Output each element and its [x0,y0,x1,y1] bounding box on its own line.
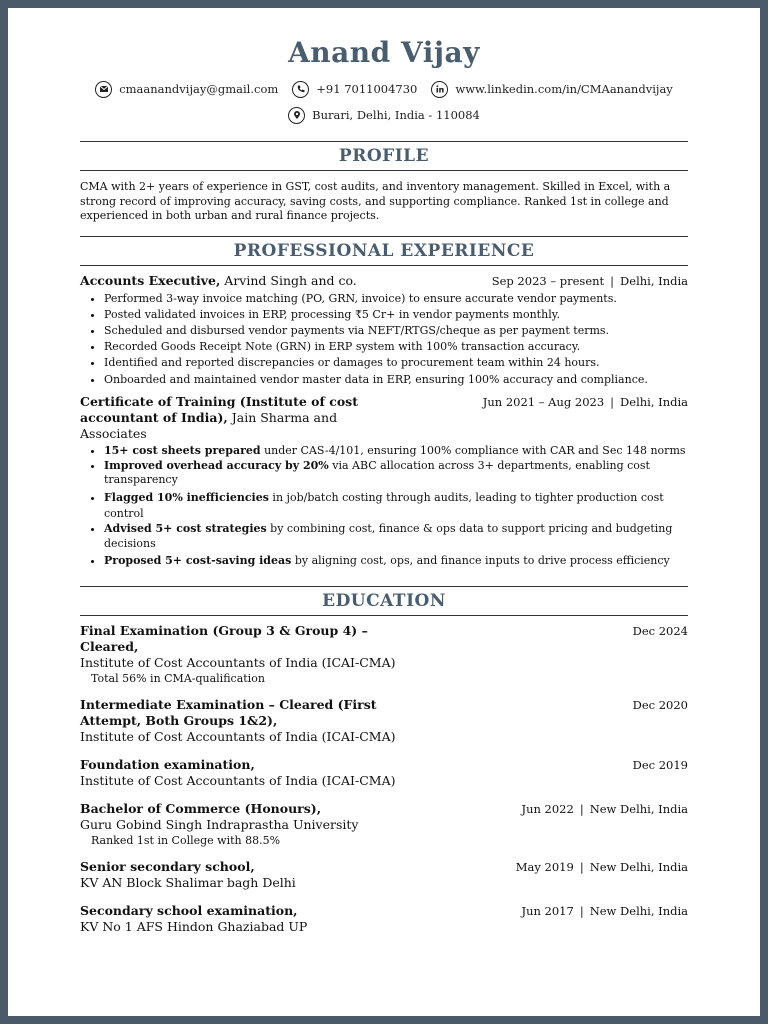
education-note: Total 56% in CMA-qualification [91,671,265,685]
education-institution: KV No 1 AFS Hindon Ghaziabad UP [80,918,308,934]
list-item: • Identified and reported discrepancies or damages to procurement team within 24 hours. [104,355,688,371]
email-contact[interactable] [95,81,278,98]
envelope-icon [95,81,112,98]
education-title: Bachelor of Commerce (Honours), [80,800,322,816]
linkedin-icon [431,81,448,98]
list-item: • Performed 3-way invoice matching (PO, GRN, invoice) to ensure accurate vendor payments. [104,291,688,307]
education-title: Final Examination (Group 3 & Group 4) – Cleared, [80,622,368,654]
education-entry [80,757,688,789]
experience-heading: PROFESSIONAL EXPERIENCE [233,240,535,261]
job-dates: Jun 2021 – Aug 2023 [482,394,605,409]
candidate-name: Anand Vijay [288,36,480,69]
list-item: • Advised 5+ cost strategies by combining cost, finance & ops data to support pricing and budgeting decisions [104,522,688,551]
education-institution: Institute of Cost Accountants of India (ICAI-CMA) [80,728,396,744]
education-heading: EDUCATION [322,590,446,611]
list-item: • Posted validated invoices in ERP, processing ₹5 Cr+ in vendor payments monthly. [104,307,688,323]
phone-contact[interactable] [292,81,417,98]
job-bullets [80,443,688,570]
education-entry [80,623,688,687]
education-entry: Bachelor of Commerce (Honours), Jun 2022 | New Delhi, India Guru Gobind Singh Indraprastha University Ranked 1st in College with 88.5% [80,800,688,847]
phone-icon [292,81,309,98]
list-item: • 15+ cost sheets prepared under CAS-4/101, ensuring 100% compliance with CAR and Sec 148 norms [104,443,688,459]
address-row [80,104,688,126]
list-item: • Recorded Goods Receipt Note (GRN) in ERP system with 100% transaction accuracy. [104,339,688,355]
job-location: Delhi, India [620,394,688,409]
list-item: • Onboarded and maintained vendor master data in ERP, ensuring 100% accuracy and compliance. [104,372,688,388]
education-title: Senior secondary school, [80,858,255,874]
education-location: New Delhi, India [589,801,688,816]
address-contact [288,107,480,124]
job-dates: Sep 2023 – present [491,273,605,288]
education-date: Jun 2022 [521,801,574,816]
education-entry: Secondary school examination, Jun 2017 | New Delhi, India KV No 1 AFS Hindon Ghaziabad UP [80,902,688,934]
linkedin-contact[interactable] [431,81,672,98]
address-text: Burari, Delhi, India - 110084 [312,108,480,122]
contact-row [80,78,688,100]
education-date: Dec 2019 [632,757,688,772]
section-divider [80,170,688,171]
profile-text: CMA with 2+ years of experience in GST, cost audits, and inventory management. Skilled in Excel, with a strong record of improving accuracy, saving costs, and supporting compliance. Ranked 1st in college and experienced in both urban and rural finance projects. [80,180,671,222]
education-title: Foundation examination, [80,756,255,772]
resume-page [8,8,760,1016]
education-location: New Delhi, India [589,859,688,874]
profile-heading: PROFILE [338,146,430,166]
education-institution: Institute of Cost Accountants of India (ICAI-CMA) [80,654,396,670]
phone-text: +91 7011004730 [316,82,418,96]
education-entry: Senior secondary school, May 2019 | New Delhi, India KV AN Block Shalimar bagh Delhi [80,858,688,890]
job-title: Accounts Executive, [80,272,221,288]
list-item: • Scheduled and disbursed vendor payments via NEFT/RTGS/cheque as per payment terms. [104,323,688,339]
job-bullets [80,291,688,388]
section-divider [80,265,688,266]
email-text: cmaanandvijay@gmail.com [119,82,279,96]
education-date: Jun 2017 [521,903,574,918]
resume-content [80,8,688,935]
job-org: Jain Sharma and Associates [80,409,338,441]
job-entry: Accounts Executive, Arvind Singh and co. Sep 2023 – present | Delhi, India • Performed 3-way invoice matching (PO, GRN, invoice) to ensure accurate vendor payments. • Posted validated invoices in ERP, processing ₹5 Cr+ in vendor payments monthly. • Scheduled and disbursed vendor payments via NEFT/RTGS/cheque as per payment terms. • Recorded Goods Receipt Note (GRN) in ERP system with 100% transaction accuracy. • Identified and reported discrepancies or damages to procurement team within 24 hours. • Onboarded and maintained vendor master data in ERP, ensuring 100% accuracy and compliance. [80,273,688,388]
location-pin-icon [288,107,305,124]
job-org: Arvind Singh and co. [220,272,357,288]
job-entry: Certificate of Training (Institute of cost accountant of India), Jain Sharma and Associates Jun 2021 – Aug 2023 | Delhi, India • 15+ cost sheets prepared under CAS-4/101, ensuring 100% compliance with CAR and Sec 148 norms • Improved overhead accuracy by 20% via ABC allocation across 3+ departments, enabling cost transparency • Flagged 10% inefficiencies in job/batch costing through audits, leading to tighter production cost control • Advised 5+ cost strategies by combining cost, finance & ops data to support pricing and budgeting decisions • Proposed 5+ cost-saving ideas by aligning cost, ops, and finance inputs to drive process efficiency [80,394,688,570]
education-note: Ranked 1st in College with 88.5% [91,833,281,847]
linkedin-text: www.linkedin.com/in/CMAanandvijay [455,82,673,96]
list-item: • Proposed 5+ cost-saving ideas by aligning cost, ops, and finance inputs to drive process efficiency [104,553,688,569]
job-title: Certificate of Training (Institute of cost accountant of India), [80,393,358,425]
education-title: Secondary school examination, [80,902,298,918]
education-title: Intermediate Examination – Cleared (First Attempt, Both Groups 1&2), [80,696,377,728]
education-entry [80,697,688,745]
education-date: May 2019 [515,859,574,874]
education-location: New Delhi, India [589,903,688,918]
section-divider [80,615,688,616]
education-date: Dec 2020 [632,697,688,712]
education-institution: Institute of Cost Accountants of India (ICAI-CMA) [80,772,396,788]
job-location: Delhi, India [620,273,688,288]
list-item: • Improved overhead accuracy by 20% via ABC allocation across 3+ departments, enabling cost transparency [104,459,688,488]
education-date: Dec 2024 [632,623,688,638]
education-institution: Guru Gobind Singh Indraprastha University [80,816,359,832]
education-institution: KV AN Block Shalimar bagh Delhi [80,874,296,890]
list-item: • Flagged 10% inefficiencies in job/batch costing through audits, leading to tighter production cost control [104,490,688,522]
